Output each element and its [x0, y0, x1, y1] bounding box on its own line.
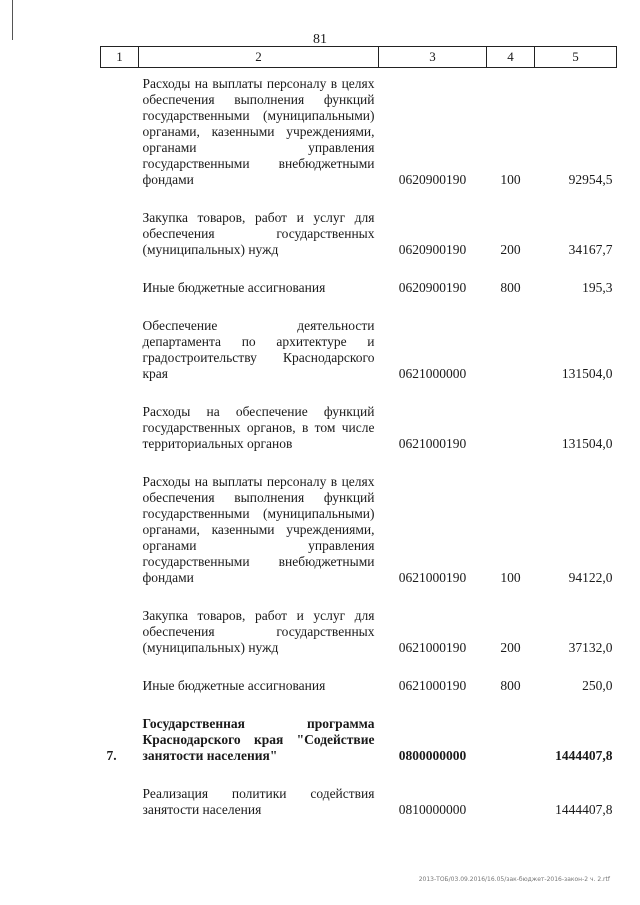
row-name: Государственная программа Краснодарского края "Содействие занятости населения" — [142, 716, 375, 763]
row-name: Реализация политики содействия занятости населения — [142, 786, 375, 817]
spacer-cell — [101, 452, 617, 474]
table-row — [101, 678, 617, 694]
page-number: 81 — [313, 32, 327, 47]
table-row — [101, 76, 617, 188]
row-amount: 131504,0 — [561, 366, 613, 381]
table-row — [101, 280, 617, 296]
row-expense-type: 200 — [500, 242, 521, 257]
row-number — [101, 678, 139, 694]
row-name: Иные бюджетные ассигнования — [142, 678, 326, 693]
row-amount: 250,0 — [582, 678, 613, 693]
table-row — [101, 318, 617, 382]
row-number: 7. — [106, 748, 117, 763]
table-row — [101, 474, 617, 586]
row-amount: 1444407,8 — [555, 748, 613, 763]
header-col-2: 2 — [139, 47, 379, 68]
row-amount: 1444407,8 — [555, 802, 613, 817]
row-code: 0800000000 — [398, 748, 467, 763]
table-row — [101, 210, 617, 258]
row-code: 0810000000 — [398, 802, 467, 817]
spacer-cell — [101, 296, 617, 318]
spacer-cell — [101, 586, 617, 608]
row-code: 0621000190 — [398, 640, 467, 655]
row-number — [101, 318, 139, 382]
row-spacer — [101, 694, 617, 716]
row-name: Расходы на выплаты персоналу в целях обеспечения выполнения функций государственными (муниципальными) органами, казенными учреждениями, органами управления государственными внебюджетными фондами — [142, 474, 375, 585]
spacer-cell — [101, 188, 617, 210]
row-number — [101, 608, 139, 656]
row-name: Расходы на выплаты персоналу в целях обеспечения выполнения функций государственными (муниципальными) органами, казенными учреждениями, органами управления государственными внебюджетными фондами — [142, 76, 375, 187]
row-number — [101, 210, 139, 258]
row-name: Обеспечение деятельности департамента по архитектуре и градостроительству Краснодарского края — [142, 318, 375, 381]
row-number — [101, 404, 139, 452]
spacer-cell — [101, 382, 617, 404]
row-expense-type — [487, 404, 535, 452]
row-expense-type — [487, 716, 535, 764]
row-name: Расходы на обеспечение функций государственных органов, в том числе территориальных органов — [142, 404, 375, 451]
spacer-cell — [101, 68, 617, 77]
row-amount: 195,3 — [582, 280, 613, 295]
row-name: Закупка товаров, работ и услуг для обеспечения государственных (муниципальных) нужд — [142, 608, 375, 655]
row-spacer — [101, 188, 617, 210]
row-code: 0621000190 — [398, 570, 467, 585]
table-row — [101, 608, 617, 656]
row-spacer — [101, 452, 617, 474]
row-spacer — [101, 68, 617, 77]
row-number — [101, 280, 139, 296]
row-code: 0621000190 — [398, 678, 467, 693]
row-number — [101, 786, 139, 818]
header-col-3: 3 — [379, 47, 487, 68]
row-code: 0620900190 — [398, 172, 467, 187]
header-col-5: 5 — [535, 47, 617, 68]
spacer-cell — [101, 656, 617, 678]
footer-file-path: 2013-ТОБ/03.09.2016/16.05/зак-бюджет-2016-закон-2 ч. 2.rtf — [418, 876, 610, 883]
row-expense-type — [487, 786, 535, 818]
row-amount: 34167,7 — [568, 242, 613, 257]
row-amount: 94122,0 — [568, 570, 613, 585]
row-number — [101, 474, 139, 586]
header-col-4: 4 — [487, 47, 535, 68]
row-amount: 92954,5 — [568, 172, 613, 187]
row-expense-type: 800 — [500, 280, 521, 295]
row-spacer — [101, 258, 617, 280]
row-expense-type: 100 — [500, 172, 521, 187]
row-spacer — [101, 586, 617, 608]
row-amount: 37132,0 — [568, 640, 613, 655]
row-spacer — [101, 382, 617, 404]
row-expense-type — [487, 318, 535, 382]
row-expense-type: 200 — [500, 640, 521, 655]
row-name: Иные бюджетные ассигнования — [142, 280, 326, 295]
spacer-cell — [101, 694, 617, 716]
table-row — [101, 786, 617, 818]
spacer-cell — [101, 764, 617, 786]
row-code: 0621000190 — [398, 436, 467, 451]
budget-table — [100, 46, 617, 818]
row-code: 0621000000 — [398, 366, 467, 381]
table-header-row — [101, 47, 617, 68]
table-row — [101, 716, 617, 764]
row-spacer — [101, 296, 617, 318]
header-col-1: 1 — [101, 47, 139, 68]
row-amount: 131504,0 — [561, 436, 613, 451]
row-expense-type: 800 — [500, 678, 521, 693]
spacer-cell — [101, 258, 617, 280]
row-name: Закупка товаров, работ и услуг для обеспечения государственных (муниципальных) нужд — [142, 210, 375, 257]
row-code: 0620900190 — [398, 280, 467, 295]
table-row — [101, 404, 617, 452]
row-spacer — [101, 764, 617, 786]
row-code: 0620900190 — [398, 242, 467, 257]
row-expense-type: 100 — [500, 570, 521, 585]
row-number — [101, 76, 139, 188]
row-spacer — [101, 656, 617, 678]
